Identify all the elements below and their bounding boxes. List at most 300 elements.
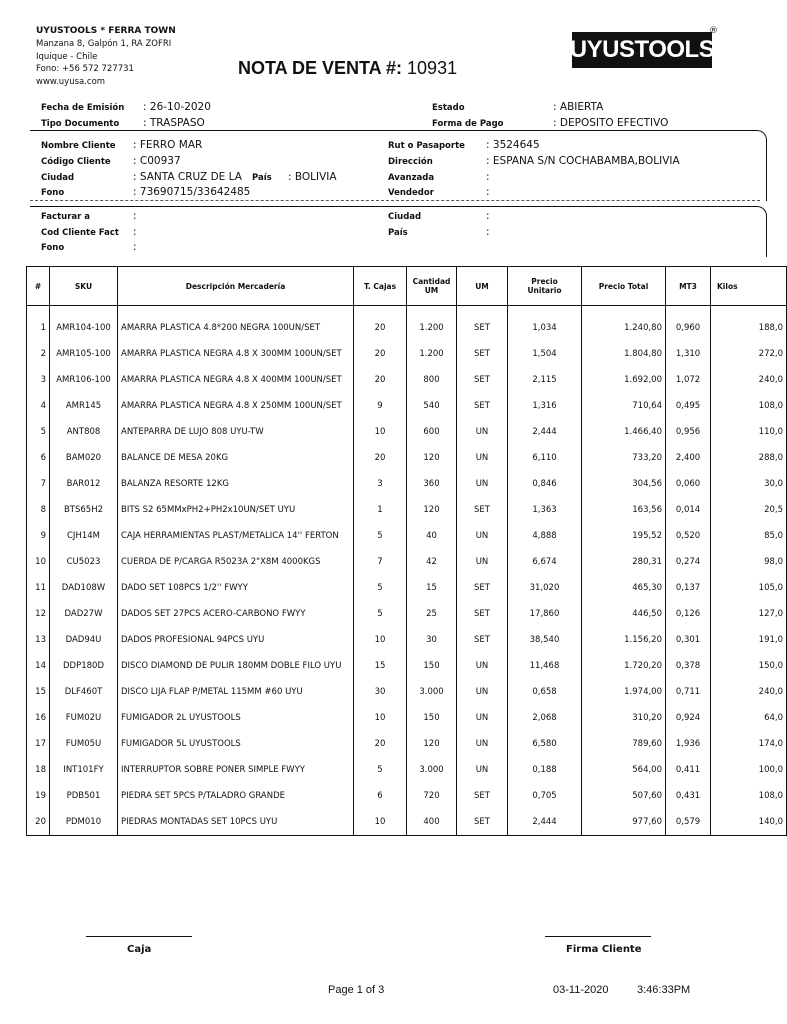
row-unit: UN <box>457 757 508 783</box>
client-country-text: BOLIVIA <box>294 171 337 183</box>
row-boxes: 6 <box>354 783 407 809</box>
row-unit-price: 6,580 <box>508 731 582 757</box>
row-sku: CU5023 <box>50 549 118 575</box>
row-sku: ANT808 <box>50 419 118 445</box>
bill-code-colon: : <box>133 226 137 238</box>
row-unit: SET <box>457 497 508 523</box>
row-quantity: 150 <box>407 653 457 679</box>
row-description: ANTEPARRA DE LUJO 808 UYU-TW <box>118 419 354 445</box>
row-description: BALANCE DE MESA 20KG <box>118 445 354 471</box>
row-boxes: 20 <box>354 315 407 341</box>
bill-city-label: Ciudad <box>388 212 422 222</box>
client-city-value: : SANTA CRUZ DE LA <box>133 171 242 183</box>
row-mt3: 0,378 <box>666 653 711 679</box>
row-number: 1 <box>27 315 50 341</box>
row-mt3: 0,301 <box>666 627 711 653</box>
row-unit-price: 4,888 <box>508 523 582 549</box>
bill-country-colon: : <box>486 226 490 238</box>
cashier-signature-label: Caja <box>127 944 152 955</box>
row-number: 18 <box>27 757 50 783</box>
table-row <box>27 679 787 705</box>
document-number: 10931 <box>407 58 458 78</box>
col-price-header <box>508 267 582 306</box>
row-boxes: 30 <box>354 679 407 705</box>
row-unit: UN <box>457 731 508 757</box>
row-unit-price: 1,363 <box>508 497 582 523</box>
client-name-value: : FERRO MAR <box>133 139 203 151</box>
row-quantity: 3.000 <box>407 757 457 783</box>
doc-type-text: TRASPASO <box>149 117 205 129</box>
row-boxes: 10 <box>354 809 407 836</box>
col-num-header: # <box>27 267 50 306</box>
row-boxes: 7 <box>354 549 407 575</box>
row-total-price: 1.466,40 <box>582 419 666 445</box>
row-unit: UN <box>457 653 508 679</box>
row-unit-price: 11,468 <box>508 653 582 679</box>
row-unit-price: 31,020 <box>508 575 582 601</box>
row-sku: AMR106-100 <box>50 367 118 393</box>
bill-phone-label: Fono <box>41 243 65 253</box>
row-mt3: 0,411 <box>666 757 711 783</box>
row-number: 8 <box>27 497 50 523</box>
row-total-price: 1.804,80 <box>582 341 666 367</box>
row-total-price: 789,60 <box>582 731 666 757</box>
row-boxes: 9 <box>354 393 407 419</box>
row-description: FUMIGADOR 2L UYUSTOOLS <box>118 705 354 731</box>
row-total-price: 465,30 <box>582 575 666 601</box>
row-total-price: 1.692,00 <box>582 367 666 393</box>
client-name-text: FERRO MAR <box>139 139 203 151</box>
client-city-label: Ciudad <box>41 173 75 183</box>
row-unit: SET <box>457 601 508 627</box>
row-kilos: 288,0 <box>711 445 787 471</box>
row-unit: UN <box>457 679 508 705</box>
table-row <box>27 627 787 653</box>
row-number: 11 <box>27 575 50 601</box>
client-code-label: Código Cliente <box>41 157 111 167</box>
row-total-price: 163,56 <box>582 497 666 523</box>
row-quantity: 15 <box>407 575 457 601</box>
row-unit-price: 1,034 <box>508 315 582 341</box>
row-sku: AMR104-100 <box>50 315 118 341</box>
table-row <box>27 419 787 445</box>
col-desc-header: Descripción Mercadería <box>118 267 354 306</box>
row-boxes: 10 <box>354 705 407 731</box>
row-description: AMARRA PLASTICA NEGRA 4.8 X 250MM 100UN/SET <box>118 393 354 419</box>
row-kilos: 85,0 <box>711 523 787 549</box>
row-kilos: 188,0 <box>711 315 787 341</box>
row-mt3: 0,126 <box>666 601 711 627</box>
row-description: FUMIGADOR 5L UYUSTOOLS <box>118 731 354 757</box>
row-unit-price: 2,115 <box>508 367 582 393</box>
client-phone-value: : 73690715/33642485 <box>133 186 251 198</box>
row-number: 4 <box>27 393 50 419</box>
row-boxes: 20 <box>354 731 407 757</box>
row-unit-price: 2,444 <box>508 809 582 836</box>
seller-label: Vendedor <box>388 188 434 198</box>
company-address: Manzana 8, Galpón 1, RA ZOFRI <box>36 39 172 49</box>
row-description: AMARRA PLASTICA 4.8*200 NEGRA 100UN/SET <box>118 315 354 341</box>
row-number: 14 <box>27 653 50 679</box>
row-mt3: 0,431 <box>666 783 711 809</box>
seller-value: : <box>486 186 490 198</box>
table-row <box>27 731 787 757</box>
doc-type-value: : TRASPASO <box>143 117 205 129</box>
row-mt3: 2,400 <box>666 445 711 471</box>
company-web: www.uyusa.com <box>36 77 106 87</box>
row-number: 17 <box>27 731 50 757</box>
row-quantity: 1.200 <box>407 341 457 367</box>
row-description: DISCO LIJA FLAP P/METAL 115MM #60 UYU <box>118 679 354 705</box>
bill-city-colon: : <box>486 210 490 222</box>
row-sku: AMR105-100 <box>50 341 118 367</box>
row-kilos: 240,0 <box>711 367 787 393</box>
row-unit-price: 0,846 <box>508 471 582 497</box>
row-mt3: 0,274 <box>666 549 711 575</box>
row-mt3: 0,924 <box>666 705 711 731</box>
row-description: CUERDA DE P/CARGA R5023A 2"X8M 4000KGS <box>118 549 354 575</box>
row-sku: INT101FY <box>50 757 118 783</box>
row-kilos: 98,0 <box>711 549 787 575</box>
client-signature-line <box>545 936 651 937</box>
row-number: 2 <box>27 341 50 367</box>
row-boxes: 10 <box>354 627 407 653</box>
row-unit-price: 6,674 <box>508 549 582 575</box>
row-total-price: 507,60 <box>582 783 666 809</box>
table-spacer-row <box>27 306 787 316</box>
emission-date-label: Fecha de Emisión <box>41 103 125 113</box>
row-sku: FUM05U <box>50 731 118 757</box>
row-total-price: 195,52 <box>582 523 666 549</box>
row-unit: SET <box>457 315 508 341</box>
row-mt3: 0,495 <box>666 393 711 419</box>
row-quantity: 25 <box>407 601 457 627</box>
row-sku: CJH14M <box>50 523 118 549</box>
row-number: 3 <box>27 367 50 393</box>
bill-phone-colon: : <box>133 241 137 253</box>
row-unit: UN <box>457 471 508 497</box>
row-number: 20 <box>27 809 50 836</box>
row-sku: PDM010 <box>50 809 118 836</box>
table-row <box>27 705 787 731</box>
client-name-label: Nombre Cliente <box>41 141 116 151</box>
items-table-wrapper <box>26 266 786 836</box>
row-number: 7 <box>27 471 50 497</box>
client-country-label: País <box>252 173 272 183</box>
row-description: INTERRUPTOR SOBRE PONER SIMPLE FWYY <box>118 757 354 783</box>
row-quantity: 120 <box>407 497 457 523</box>
row-number: 16 <box>27 705 50 731</box>
client-city-text: SANTA CRUZ DE LA <box>139 171 242 183</box>
row-mt3: 0,520 <box>666 523 711 549</box>
row-sku: BTS65H2 <box>50 497 118 523</box>
table-row <box>27 809 787 836</box>
row-description: AMARRA PLASTICA NEGRA 4.8 X 400MM 100UN/SET <box>118 367 354 393</box>
col-qty-header <box>407 267 457 306</box>
row-unit-price: 6,110 <box>508 445 582 471</box>
row-total-price: 1.720,20 <box>582 653 666 679</box>
address-value: : ESPANA S/N COCHABAMBA,BOLIVIA <box>486 155 680 167</box>
row-unit: UN <box>457 445 508 471</box>
row-unit-price: 2,068 <box>508 705 582 731</box>
col-price-header-a: Precio <box>531 277 558 286</box>
table-row <box>27 367 787 393</box>
row-kilos: 108,0 <box>711 393 787 419</box>
row-boxes: 20 <box>354 445 407 471</box>
row-number: 10 <box>27 549 50 575</box>
row-unit: UN <box>457 705 508 731</box>
row-sku: PDB501 <box>50 783 118 809</box>
registered-mark: ® <box>709 26 718 36</box>
row-number: 5 <box>27 419 50 445</box>
row-unit: UN <box>457 419 508 445</box>
emission-date-text: 26-10-2020 <box>149 101 211 113</box>
table-row <box>27 471 787 497</box>
table-row <box>27 315 787 341</box>
row-mt3: 1,072 <box>666 367 711 393</box>
row-quantity: 1.200 <box>407 315 457 341</box>
row-quantity: 800 <box>407 367 457 393</box>
row-kilos: 191,0 <box>711 627 787 653</box>
col-sku-header: SKU <box>50 267 118 306</box>
payment-text: DEPOSITO EFECTIVO <box>559 117 669 129</box>
row-kilos: 127,0 <box>711 601 787 627</box>
col-um-header: UM <box>457 267 508 306</box>
col-boxes-header: T. Cajas <box>354 267 407 306</box>
row-mt3: 0,060 <box>666 471 711 497</box>
page-indicator: Page 1 of 3 <box>328 984 385 996</box>
row-quantity: 360 <box>407 471 457 497</box>
client-code-value: : C00937 <box>133 155 181 167</box>
row-mt3: 0,137 <box>666 575 711 601</box>
rut-text: 3524645 <box>492 139 540 151</box>
client-code-text: C00937 <box>139 155 181 167</box>
row-quantity: 3.000 <box>407 679 457 705</box>
row-unit: UN <box>457 549 508 575</box>
bill-country-label: País <box>388 228 408 238</box>
row-total-price: 564,00 <box>582 757 666 783</box>
row-boxes: 20 <box>354 341 407 367</box>
row-description: AMARRA PLASTICA NEGRA 4.8 X 300MM 100UN/SET <box>118 341 354 367</box>
row-unit-price: 2,444 <box>508 419 582 445</box>
row-total-price: 710,64 <box>582 393 666 419</box>
col-qty-header-b: UM <box>424 286 439 295</box>
client-phone-label: Fono <box>41 188 65 198</box>
state-label: Estado <box>432 103 465 113</box>
row-sku: AMR145 <box>50 393 118 419</box>
col-price-header-b: Unitario <box>527 286 562 295</box>
col-total-header: Precio Total <box>582 267 666 306</box>
row-sku: DAD94U <box>50 627 118 653</box>
table-row <box>27 601 787 627</box>
row-total-price: 310,20 <box>582 705 666 731</box>
row-mt3: 0,960 <box>666 315 711 341</box>
row-quantity: 540 <box>407 393 457 419</box>
row-description: DADOS PROFESIONAL 94PCS UYU <box>118 627 354 653</box>
brand-logo: UYUSTOOLS <box>572 32 712 68</box>
row-kilos: 108,0 <box>711 783 787 809</box>
row-sku: BAM020 <box>50 445 118 471</box>
table-row <box>27 549 787 575</box>
print-date: 03-11-2020 <box>553 984 609 996</box>
row-kilos: 110,0 <box>711 419 787 445</box>
row-description: PIEDRAS MONTADAS SET 10PCS UYU <box>118 809 354 836</box>
row-total-price: 280,31 <box>582 549 666 575</box>
bill-to-label: Facturar a <box>41 212 91 222</box>
address-label: Dirección <box>388 157 433 167</box>
table-row <box>27 653 787 679</box>
table-row <box>27 783 787 809</box>
row-quantity: 42 <box>407 549 457 575</box>
table-row <box>27 445 787 471</box>
row-kilos: 64,0 <box>711 705 787 731</box>
row-unit-price: 0,658 <box>508 679 582 705</box>
row-unit: SET <box>457 575 508 601</box>
rut-label: Rut o Pasaporte <box>388 141 465 151</box>
company-name: UYUSTOOLS * FERRA TOWN <box>36 26 176 36</box>
row-kilos: 240,0 <box>711 679 787 705</box>
table-header-row <box>27 267 787 306</box>
client-country-value: : BOLIVIA <box>288 171 337 183</box>
col-kilos-header: Kilos <box>711 267 787 306</box>
row-boxes: 5 <box>354 757 407 783</box>
row-unit: SET <box>457 341 508 367</box>
row-sku: FUM02U <box>50 705 118 731</box>
row-mt3: 0,711 <box>666 679 711 705</box>
rut-value: : 3524645 <box>486 139 540 151</box>
bill-code-label: Cod Cliente Fact <box>41 228 119 238</box>
advance-value: : <box>486 171 490 183</box>
row-mt3: 0,579 <box>666 809 711 836</box>
row-quantity: 40 <box>407 523 457 549</box>
row-kilos: 150,0 <box>711 653 787 679</box>
row-boxes: 10 <box>354 419 407 445</box>
print-time: 3:46:33PM <box>637 984 691 996</box>
row-description: BALANZA RESORTE 12KG <box>118 471 354 497</box>
row-total-price: 446,50 <box>582 601 666 627</box>
client-signature-label: Firma Cliente <box>566 944 642 955</box>
row-description: CAJA HERRAMIENTAS PLAST/METALICA 14'' FERTON <box>118 523 354 549</box>
row-sku: DLF460T <box>50 679 118 705</box>
table-row <box>27 393 787 419</box>
row-description: DISCO DIAMOND DE PULIR 180MM DOBLE FILO UYU <box>118 653 354 679</box>
row-mt3: 1,936 <box>666 731 711 757</box>
row-total-price: 304,56 <box>582 471 666 497</box>
row-unit: SET <box>457 783 508 809</box>
row-sku: BAR012 <box>50 471 118 497</box>
row-number: 9 <box>27 523 50 549</box>
client-panel-divider <box>30 200 760 201</box>
row-description: DADO SET 108PCS 1/2'' FWYY <box>118 575 354 601</box>
row-quantity: 30 <box>407 627 457 653</box>
row-unit: SET <box>457 809 508 836</box>
row-description: PIEDRA SET 5PCS P/TALADRO GRANDE <box>118 783 354 809</box>
row-number: 15 <box>27 679 50 705</box>
company-city: Iquique - Chile <box>36 52 98 62</box>
col-mt3-header: MT3 <box>666 267 711 306</box>
state-text: ABIERTA <box>559 101 604 113</box>
row-unit: SET <box>457 627 508 653</box>
row-total-price: 977,60 <box>582 809 666 836</box>
row-total-price: 1.156,20 <box>582 627 666 653</box>
row-mt3: 1,310 <box>666 341 711 367</box>
row-unit-price: 1,504 <box>508 341 582 367</box>
payment-label: Forma de Pago <box>432 119 504 129</box>
row-unit: SET <box>457 367 508 393</box>
row-boxes: 5 <box>354 575 407 601</box>
row-boxes: 5 <box>354 601 407 627</box>
table-row <box>27 523 787 549</box>
payment-value: : DEPOSITO EFECTIVO <box>553 117 669 129</box>
row-number: 12 <box>27 601 50 627</box>
row-quantity: 150 <box>407 705 457 731</box>
advance-label: Avanzada <box>388 173 435 183</box>
items-table <box>26 266 787 836</box>
state-value: : ABIERTA <box>553 101 604 113</box>
row-quantity: 120 <box>407 731 457 757</box>
row-kilos: 30,0 <box>711 471 787 497</box>
row-mt3: 0,014 <box>666 497 711 523</box>
table-row <box>27 757 787 783</box>
row-total-price: 1.240,80 <box>582 315 666 341</box>
company-phone: Fono: +56 572 727731 <box>36 64 134 74</box>
row-quantity: 600 <box>407 419 457 445</box>
row-unit-price: 0,188 <box>508 757 582 783</box>
row-kilos: 174,0 <box>711 731 787 757</box>
table-row <box>27 341 787 367</box>
row-quantity: 400 <box>407 809 457 836</box>
row-description: DADOS SET 27PCS ACERO-CARBONO FWYY <box>118 601 354 627</box>
row-number: 13 <box>27 627 50 653</box>
emission-date-value: : 26-10-2020 <box>143 101 211 113</box>
row-kilos: 20,5 <box>711 497 787 523</box>
row-unit-price: 38,540 <box>508 627 582 653</box>
row-kilos: 272,0 <box>711 341 787 367</box>
row-unit-price: 0,705 <box>508 783 582 809</box>
row-sku: DAD108W <box>50 575 118 601</box>
row-boxes: 15 <box>354 653 407 679</box>
document-title <box>238 58 457 79</box>
row-sku: DAD27W <box>50 601 118 627</box>
row-number: 6 <box>27 445 50 471</box>
address-text: ESPANA S/N COCHABAMBA,BOLIVIA <box>492 155 680 167</box>
cashier-signature-line <box>86 936 192 937</box>
row-unit: SET <box>457 393 508 419</box>
row-unit-price: 17,860 <box>508 601 582 627</box>
row-description: BITS S2 65MMxPH2+PH2x10UN/SET UYU <box>118 497 354 523</box>
client-phone-text: 73690715/33642485 <box>139 186 251 198</box>
row-total-price: 733,20 <box>582 445 666 471</box>
col-qty-header-a: Cantidad <box>412 277 451 286</box>
document-title-label: NOTA DE VENTA #: <box>238 58 403 78</box>
table-body <box>27 306 787 836</box>
row-kilos: 100,0 <box>711 757 787 783</box>
row-unit: UN <box>457 523 508 549</box>
row-unit-price: 1,316 <box>508 393 582 419</box>
row-quantity: 720 <box>407 783 457 809</box>
row-kilos: 105,0 <box>711 575 787 601</box>
bill-to-colon: : <box>133 210 137 222</box>
table-row <box>27 497 787 523</box>
doc-type-label: Tipo Documento <box>41 119 120 129</box>
row-boxes: 20 <box>354 367 407 393</box>
row-mt3: 0,956 <box>666 419 711 445</box>
row-number: 19 <box>27 783 50 809</box>
row-sku: DDP180D <box>50 653 118 679</box>
row-boxes: 3 <box>354 471 407 497</box>
row-boxes: 1 <box>354 497 407 523</box>
row-boxes: 5 <box>354 523 407 549</box>
